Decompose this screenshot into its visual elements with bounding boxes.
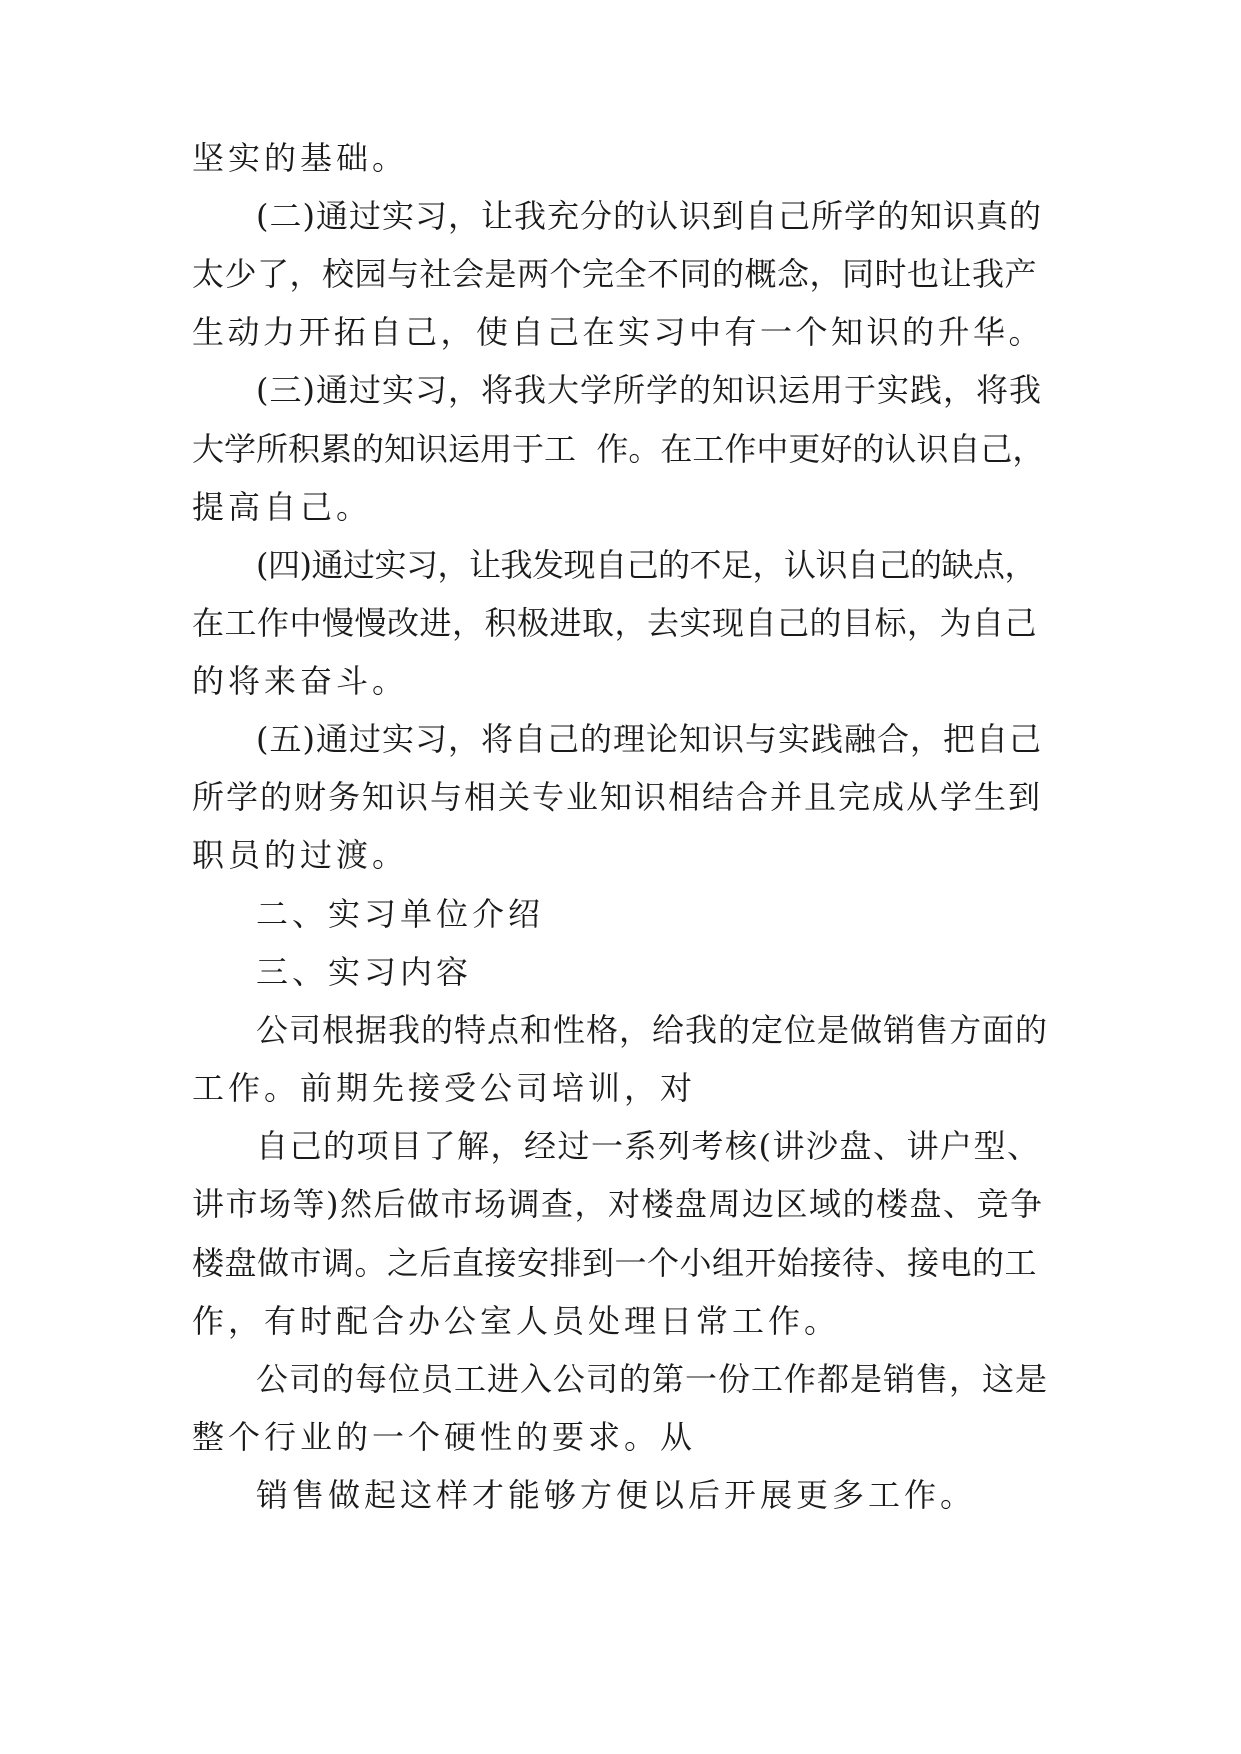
text-line: 大学所积累的知识运用于工 作。在工作中更好的认识自己，: [192, 430, 1045, 468]
paragraph-line: 自己的项目了解，经过一系列考核(讲沙盘、讲户型、: [256, 1127, 1041, 1165]
text-line: 提高自己。: [192, 488, 373, 526]
text-line: 在工作中慢慢改进，积极进取，去实现自己的目标，为自己: [192, 604, 1038, 642]
paragraph-line: 销售做起这样才能够方便以后开展更多工作。: [256, 1476, 977, 1514]
section-heading: 二、实习单位介绍: [256, 895, 545, 933]
text-line: 的将来奋斗。: [192, 662, 409, 700]
paragraph-line: 公司的每位员工进入公司的第一份工作都是销售，这是: [256, 1360, 1049, 1398]
text-line: 职员的过渡。: [192, 836, 409, 874]
text-line: 工作。前期先接受公司培训，对: [192, 1069, 697, 1107]
paragraph-line: (二)通过实习，让我充分的认识到自己所学的知识真的: [256, 197, 1042, 235]
text-line: 讲市场等)然后做市场调查，对楼盘周边区域的楼盘、竞争: [192, 1185, 1044, 1223]
text-line: 所学的财务知识与相关专业知识相结合并且完成从学生到: [192, 778, 1043, 816]
paragraph-line: (三)通过实习，将我大学所学的知识运用于实践，将我: [256, 371, 1042, 409]
paragraph-line: (五)通过实习，将自己的理论知识与实践融合，把自己: [256, 720, 1042, 758]
text-line: 太少了，校园与社会是两个完全不同的概念，同时也让我产: [192, 255, 1038, 293]
text-line: 楼盘做市调。之后直接安排到一个小组开始接待、接电的工: [192, 1244, 1038, 1282]
text-line: 整个行业的一个硬性的要求。从: [192, 1418, 697, 1456]
paragraph-line: 公司根据我的特点和性格，给我的定位是做销售方面的: [256, 1011, 1049, 1049]
section-heading: 三、实习内容: [256, 953, 473, 991]
paragraph-line: (四)通过实习，让我发现自己的不足，认识自己的缺点，: [256, 546, 1036, 584]
text-line: 坚实的基础。: [192, 139, 409, 177]
text-line: 生动力开拓自己，使自己在实习中有一个知识的升华。: [192, 313, 1045, 351]
text-line: 作，有时配合办公室人员处理日常工作。: [192, 1302, 841, 1340]
